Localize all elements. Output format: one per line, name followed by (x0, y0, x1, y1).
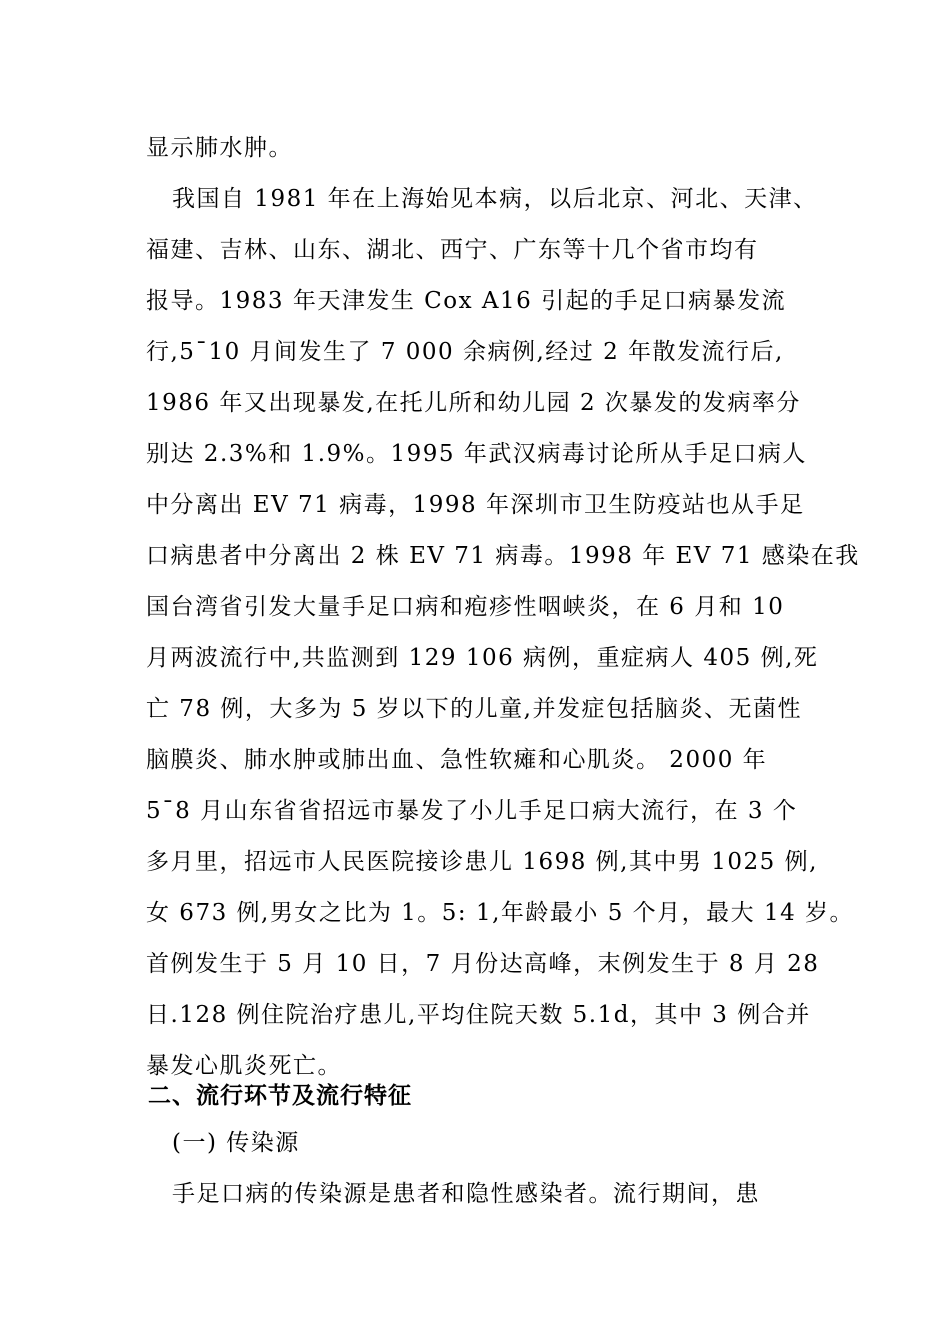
paragraph-line: 显示肺水肿。 (146, 135, 293, 161)
paragraph-line: 国台湾省引发大量手足口病和疱疹性咽峡炎，在 6 月和 10 (146, 594, 785, 620)
paragraph-line: 亡 78 例，大多为 5 岁以下的儿童,并发症包括脑炎、无菌性 (146, 696, 802, 722)
paragraph-line: 福建、吉林、山东、湖北、西宁、广东等十几个省市均有 (146, 237, 759, 263)
paragraph-line: 多月里，招远市人民医院接诊患儿 1698 例,其中男 1025 例, (146, 849, 818, 875)
paragraph-line: 暴发心肌炎死亡。 (146, 1053, 342, 1079)
paragraph-line: 手足口病的传染源是患者和隐性感染者。流行期间，患 (172, 1181, 760, 1207)
paragraph-line: 5¯8 月山东省省招远市暴发了小儿手足口病大流行，在 3 个 (146, 798, 798, 824)
section-heading: 二、流行环节及流行特征 (148, 1083, 412, 1109)
paragraph-line: 报导。1983 年天津发生 Cox A16 引起的手足口病暴发流 (146, 288, 787, 314)
paragraph-line: 首例发生于 5 月 10 日，7 月份达高峰，末例发生于 8 月 28 (146, 951, 820, 977)
paragraph-line: 中分离出 EV 71 病毒，1998 年深圳市卫生防疫站也从手足 (146, 492, 805, 518)
subsection-heading: (一) 传染源 (172, 1130, 300, 1156)
paragraph-line: 女 673 例,男女之比为 1。5: 1,年龄最小 5 个月，最大 14 岁。 (146, 900, 855, 926)
paragraph-line: 别达 2.3%和 1.9%。1995 年武汉病毒讨论所从手足口病人 (146, 441, 807, 467)
paragraph-line: 口病患者中分离出 2 株 EV 71 病毒。1998 年 EV 71 感染在我 (146, 543, 860, 569)
paragraph-line: 1986 年又出现暴发,在托儿所和幼儿园 2 次暴发的发病率分 (146, 390, 801, 416)
paragraph-line: 月两波流行中,共监测到 129 106 病例，重症病人 405 例,死 (146, 645, 819, 671)
paragraph-line: 日.128 例住院治疗患儿,平均住院天数 5.1d，其中 3 例合并 (146, 1002, 811, 1028)
paragraph-line: 我国自 1981 年在上海始见本病，以后北京、河北、天津、 (172, 186, 818, 212)
paragraph-line: 行,5¯10 月间发生了 7 000 余病例,经过 2 年散发流行后, (146, 339, 784, 365)
paragraph-line: 脑膜炎、肺水肿或肺出血、急性软瘫和心肌炎。 2000 年 (146, 747, 768, 773)
